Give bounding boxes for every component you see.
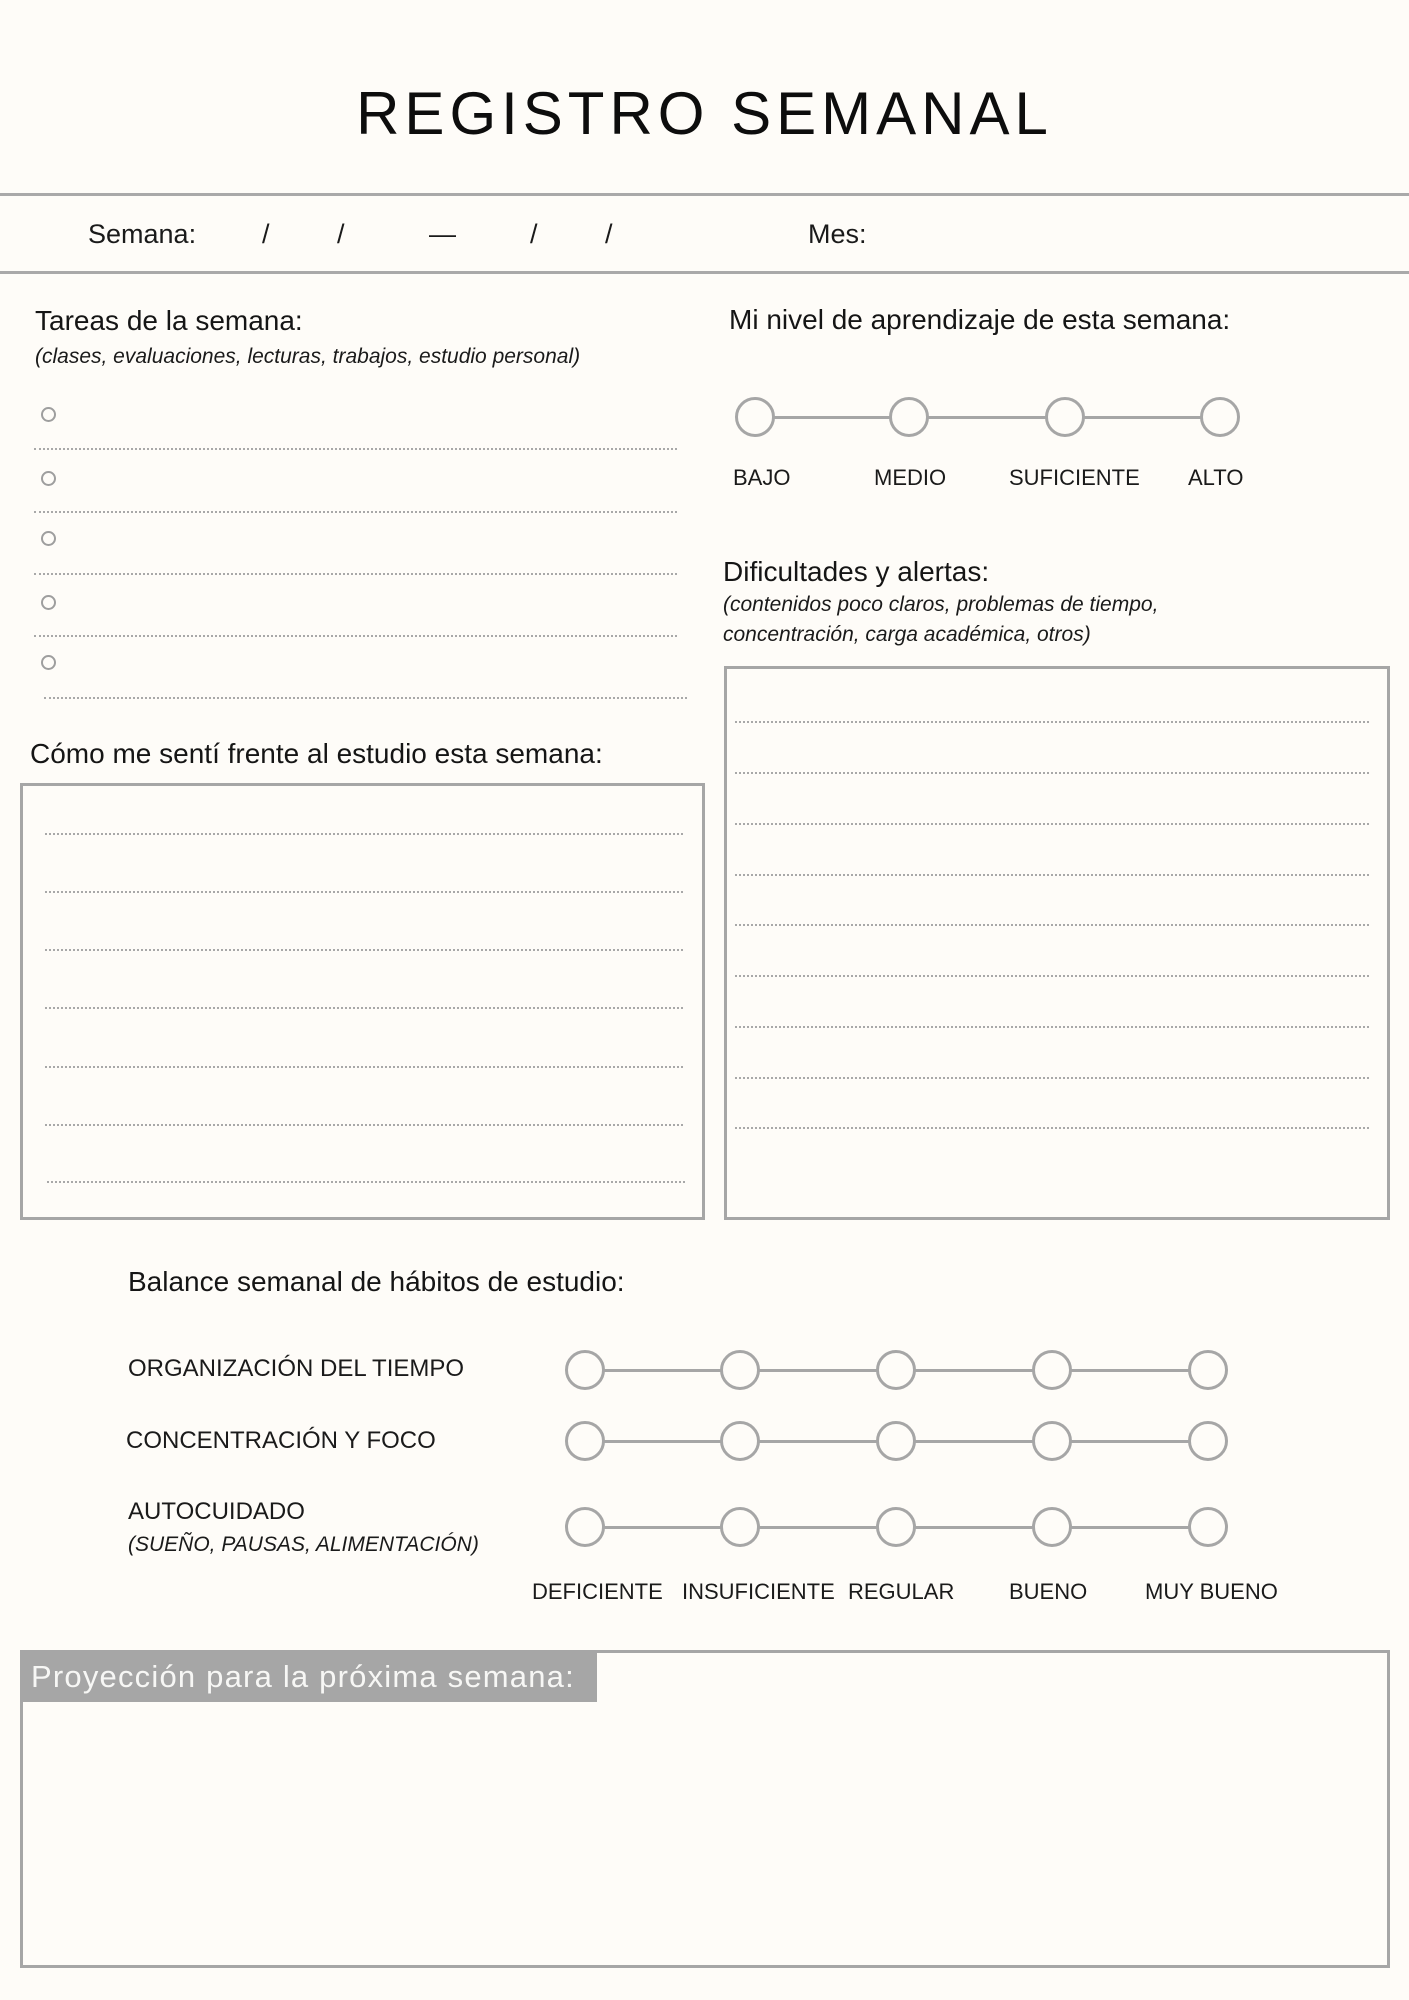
task-write-line[interactable] <box>34 448 677 450</box>
header-top-rule <box>0 193 1409 196</box>
habit-rating-option[interactable] <box>565 1507 605 1547</box>
habit-label: CONCENTRACIÓN Y FOCO <box>126 1427 436 1454</box>
feelings-title: Cómo me sentí frente al estudio esta semana: <box>30 738 603 769</box>
difficulties-write-line <box>735 975 1369 977</box>
habit-rating-option[interactable] <box>1188 1421 1228 1461</box>
projection-title: Proyección para la próxima semana: <box>20 1652 597 1702</box>
habit-rating-option[interactable] <box>1032 1507 1072 1547</box>
task-checkbox-icon[interactable] <box>41 471 56 486</box>
feelings-write-line <box>45 1007 683 1009</box>
task-write-line[interactable] <box>34 635 677 637</box>
habit-rating-option[interactable] <box>1032 1421 1072 1461</box>
difficulties-subtitle-line1: (contenidos poco claros, problemas de tiempo, <box>723 593 1159 616</box>
month-label: Mes: <box>808 219 867 249</box>
habit-scale-label: REGULAR <box>848 1579 955 1604</box>
feelings-write-line <box>45 1066 683 1068</box>
habit-rating-option[interactable] <box>565 1350 605 1390</box>
learning-level-label: ALTO <box>1188 465 1244 490</box>
feelings-write-line <box>45 949 683 951</box>
difficulties-write-line <box>735 1077 1369 1079</box>
page-title: REGISTRO SEMANAL <box>356 80 1053 147</box>
date-separator: / <box>605 219 613 249</box>
feelings-write-line <box>45 891 683 893</box>
difficulties-subtitle-line2: concentración, carga académica, otros) <box>723 623 1091 646</box>
learning-level-label: BAJO <box>733 465 791 490</box>
learning-level-label: MEDIO <box>874 465 947 490</box>
learning-level-label: SUFICIENTE <box>1009 465 1140 490</box>
task-checkbox-icon[interactable] <box>41 655 56 670</box>
habit-rating-option[interactable] <box>876 1507 916 1547</box>
feelings-text-area[interactable] <box>20 783 705 1220</box>
habit-scale-label: DEFICIENTE <box>532 1579 663 1604</box>
tasks-subtitle: (clases, evaluaciones, lecturas, trabajos, estudio personal) <box>35 345 581 368</box>
task-checkbox-icon[interactable] <box>41 595 56 610</box>
habit-label: ORGANIZACIÓN DEL TIEMPO <box>128 1355 465 1382</box>
task-checkbox-icon[interactable] <box>41 531 56 546</box>
habit-rating-option[interactable] <box>1188 1350 1228 1390</box>
feelings-write-line <box>45 833 683 835</box>
learning-level-option-suficiente[interactable] <box>1045 397 1085 437</box>
difficulties-write-line <box>735 823 1369 825</box>
habit-sublabel: (SUEÑO, PAUSAS, ALIMENTACIÓN) <box>128 1533 479 1556</box>
date-separator: / <box>337 219 345 249</box>
difficulties-write-line <box>735 874 1369 876</box>
header-bottom-rule <box>0 271 1409 274</box>
habit-rating-option[interactable] <box>720 1507 760 1547</box>
difficulties-write-line <box>735 1026 1369 1028</box>
difficulties-write-line <box>735 721 1369 723</box>
learning-level-option-alto[interactable] <box>1200 397 1240 437</box>
date-separator: / <box>262 219 270 249</box>
habit-rating-option[interactable] <box>720 1421 760 1461</box>
difficulties-write-line <box>735 1127 1369 1129</box>
habit-scale-label: BUENO <box>1009 1579 1088 1604</box>
month-field[interactable] <box>880 205 1380 261</box>
habit-scale-label: INSUFICIENTE <box>682 1579 835 1604</box>
date-range-dash: — <box>429 219 456 249</box>
difficulties-title: Dificultades y alertas: <box>723 556 990 587</box>
difficulties-write-line <box>735 772 1369 774</box>
learning-level-option-medio[interactable] <box>889 397 929 437</box>
habit-rating-option[interactable] <box>876 1421 916 1461</box>
task-write-line[interactable] <box>34 511 677 513</box>
habit-rating-option[interactable] <box>565 1421 605 1461</box>
scale-connector <box>755 416 1220 419</box>
week-label: Semana: <box>88 219 197 249</box>
date-separator: / <box>530 219 538 249</box>
habit-rating-option[interactable] <box>720 1350 760 1390</box>
task-checkbox-icon[interactable] <box>41 407 56 422</box>
task-write-line[interactable] <box>34 573 677 575</box>
difficulties-write-line <box>735 924 1369 926</box>
feelings-write-line <box>45 1124 683 1126</box>
learning-level-title: Mi nivel de aprendizaje de esta semana: <box>729 304 1231 335</box>
habit-label: AUTOCUIDADO <box>128 1498 305 1525</box>
learning-level-option-bajo[interactable] <box>735 397 775 437</box>
feelings-write-line <box>47 1181 685 1183</box>
difficulties-text-area[interactable] <box>724 666 1390 1220</box>
habits-title: Balance semanal de hábitos de estudio: <box>128 1266 625 1297</box>
habit-scale-label: MUY BUENO <box>1145 1579 1278 1604</box>
habit-rating-option[interactable] <box>1188 1507 1228 1547</box>
habit-rating-option[interactable] <box>876 1350 916 1390</box>
tasks-title: Tareas de la semana: <box>35 305 303 336</box>
habit-rating-option[interactable] <box>1032 1350 1072 1390</box>
task-write-line[interactable] <box>44 697 687 699</box>
